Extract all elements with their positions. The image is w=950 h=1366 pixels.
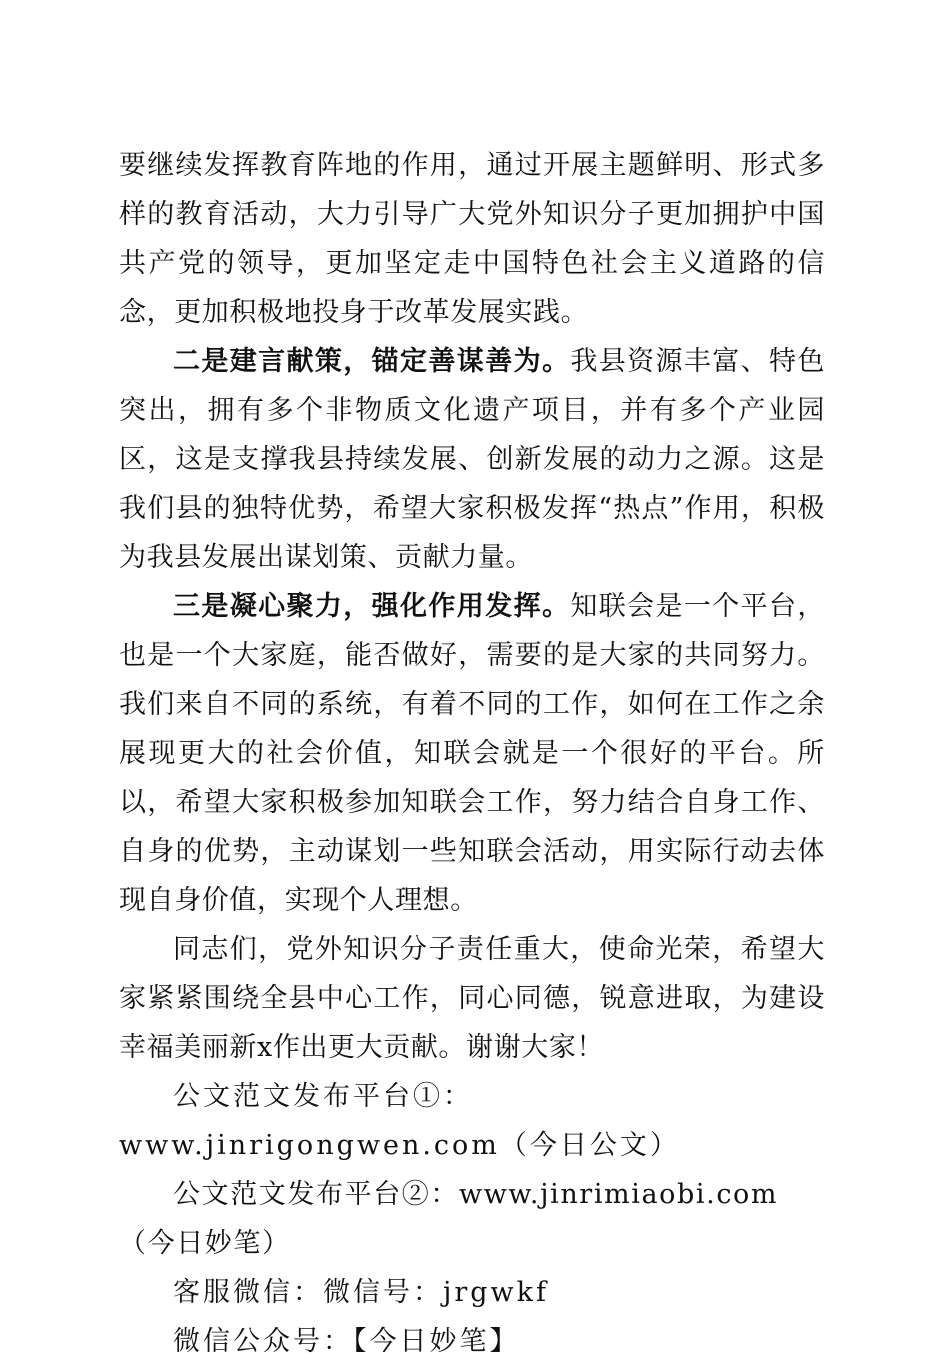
footer-platform-1: 公文范文发布平台①：www.jinrigongwen.com（今日公文） xyxy=(119,1081,680,1161)
paragraph-advice-heading: 二是建言献策，锚定善谋善为。 xyxy=(173,346,571,377)
paragraph-advice-text: 我县资源丰富、特色突出，拥有多个非物质文化遗产项目，并有多个产业园区，这是支撑我县持续发展、创新发展的动力之源。这是我们县的独特优势，希望大家积极发挥“热点”作用，积极为我县发展出谋划策、贡献力量。 xyxy=(119,346,825,573)
paragraph-cohesion-text: 知联会是一个平台，也是一个大家庭，能否做好，需要的是大家的共同努力。我们来自不同的系统，有着不同的工作，如何在工作之余展现更大的社会价值，知联会就是一个很好的平台。所以，希望大家积极参加知联会工作，努力结合自身工作、自身的优势，主动谋划一些知联会活动，用实际行动去体现自身价值，实现个人理想。 xyxy=(119,591,825,916)
footer-service-wechat: 客服微信：微信号：jrgwkf xyxy=(173,1277,550,1308)
footer-official-account: 微信公众号：【今日妙笔】 xyxy=(173,1326,520,1357)
paragraph-cohesion xyxy=(119,582,825,925)
document-body xyxy=(119,141,825,1366)
footer-platform-2: 公文范文发布平台②：www.jinrimiaobi.com（今日妙笔） xyxy=(119,1179,779,1259)
paragraph-education: 要继续发挥教育阵地的作用，通过开展主题鲜明、形式多样的教育活动，大力引导广大党外知识分子更加拥护中国共产党的领导，更加坚定走中国特色社会主义道路的信念，更加积极地投身于改革发展实践。 xyxy=(119,150,825,328)
paragraph-closing: 同志们，党外知识分子责任重大，使命光荣，希望大家紧紧围绕全县中心工作，同心同德，锐意进取，为建设幸福美丽新x作出更大贡献。谢谢大家！ xyxy=(119,934,825,1063)
paragraph-cohesion-heading: 三是凝心聚力，强化作用发挥。 xyxy=(173,591,571,622)
paragraph-advice xyxy=(119,337,825,582)
